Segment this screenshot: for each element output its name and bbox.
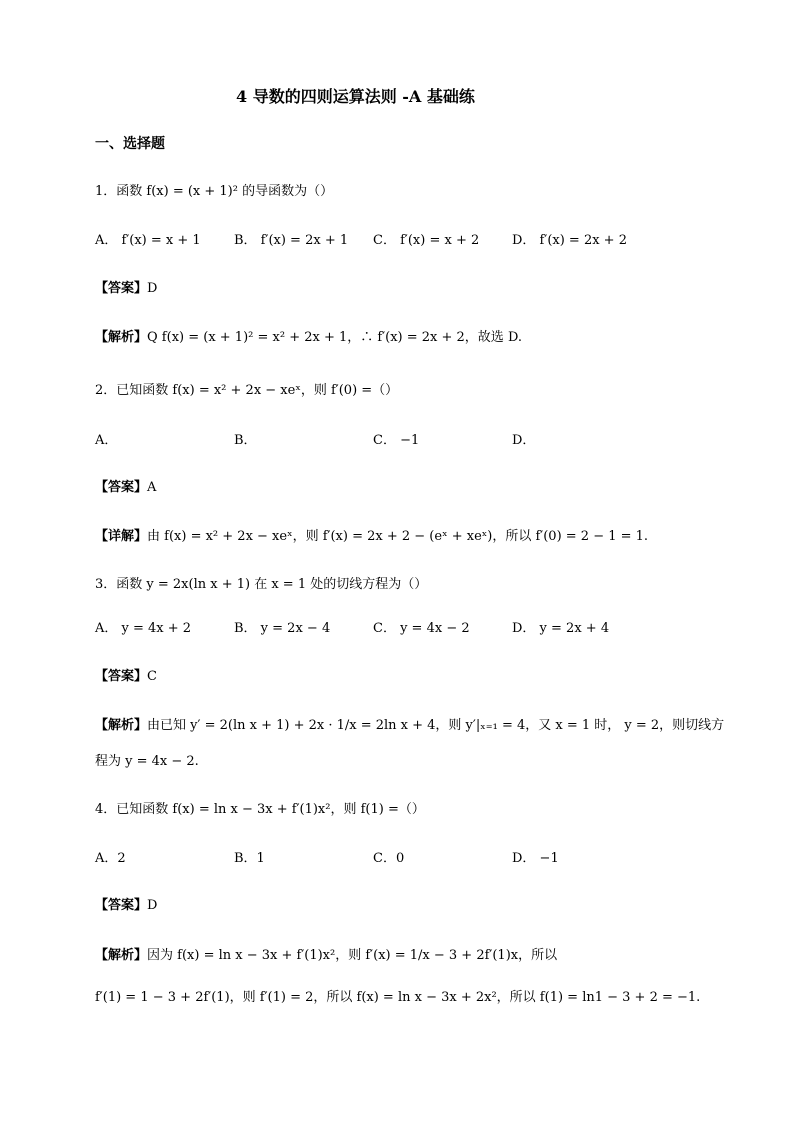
q3-option-d: D． y = 2x + 4 xyxy=(512,621,610,636)
q3-option-c: C． y = 4x − 2 xyxy=(373,621,470,636)
q4-option-c: C．0 xyxy=(373,851,405,866)
analysis-text: 由已知 y′ = 2(ln x + 1) + 2x · 1/x = 2ln x + 4，则 y′|ₓ₌₁ = 4，又 x = 1 时， y = 2，则切线方 xyxy=(147,718,725,733)
q4-answer xyxy=(95,894,157,913)
question-1-stem: 1．函数 f(x) = (x + 1)² 的导函数为（） xyxy=(95,184,334,199)
analysis-tag: 【解析】 xyxy=(95,330,148,345)
section-heading: 一、选择题 xyxy=(95,136,165,152)
question-4-stem: 4．已知函数 f(x) = ln x − 3x + f′(1)x²，则 f(1) =（） xyxy=(95,802,425,817)
q2-analysis xyxy=(95,525,648,544)
q4-analysis-line-2: f′(1) = 1 − 3 + 2f′(1)，则 f′(1) = 2，所以 f(x) = ln x − 3x + 2x²，所以 f(1) = ln1 − 3 + 2 = −1. xyxy=(95,990,701,1005)
analysis-text: 因为 f(x) = ln x − 3x + f′(1)x²，则 f′(x) = 1/x − 3 + 2f′(1)x，所以 xyxy=(147,948,558,963)
q1-answer xyxy=(95,277,157,296)
q1-analysis xyxy=(95,326,522,345)
q3-analysis-line-2: 程为 y = 4x − 2. xyxy=(95,754,199,769)
q4-analysis-line-1 xyxy=(95,944,557,963)
answer-tag: 【答案】 xyxy=(95,898,148,913)
analysis-tag: 【详解】 xyxy=(95,529,148,544)
question-2-stem: 2．已知函数 f(x) = x² + 2x − xeˣ，则 f′(0) =（） xyxy=(95,383,399,398)
q3-analysis-line-1 xyxy=(95,714,724,733)
q1-option-b: B． f′(x) = 2x + 1 xyxy=(234,233,349,248)
analysis-text: 由 f(x) = x² + 2x − xeˣ，则 f′(x) = 2x + 2 − (eˣ + xeˣ)，所以 f′(0) = 2 − 1 = 1. xyxy=(147,529,649,544)
q2-answer xyxy=(95,476,156,495)
q3-answer xyxy=(95,665,157,684)
answer-value: D xyxy=(147,281,158,296)
q4-option-b: B．1 xyxy=(234,851,265,866)
q2-option-a: A． xyxy=(95,433,118,448)
q3-option-a: A． y = 4x + 2 xyxy=(95,621,192,636)
q1-option-a: A． f′(x) = x + 1 xyxy=(95,233,201,248)
q2-option-b: B． xyxy=(234,433,257,448)
answer-value: C xyxy=(147,669,157,684)
answer-tag: 【答案】 xyxy=(95,281,148,296)
q2-option-d: D． xyxy=(512,433,536,448)
q4-option-d: D． −1 xyxy=(512,851,559,866)
q4-option-a: A．2 xyxy=(95,851,126,866)
analysis-tag: 【解析】 xyxy=(95,948,148,963)
analysis-tag: 【解析】 xyxy=(95,718,148,733)
answer-value: D xyxy=(147,898,158,913)
analysis-text: Q f(x) = (x + 1)² = x² + 2x + 1，∴ f′(x) = 2x + 2，故选 D. xyxy=(147,330,523,345)
answer-tag: 【答案】 xyxy=(95,669,148,684)
q2-option-c: C． −1 xyxy=(373,433,420,448)
answer-value: A xyxy=(147,480,157,495)
question-3-stem: 3．函数 y = 2x(ln x + 1) 在 x = 1 处的切线方程为（） xyxy=(95,577,428,592)
q1-option-c: C． f′(x) = x + 2 xyxy=(373,233,480,248)
q1-option-d: D． f′(x) = 2x + 2 xyxy=(512,233,627,248)
answer-tag: 【答案】 xyxy=(95,480,148,495)
q3-option-b: B． y = 2x − 4 xyxy=(234,621,331,636)
page-title: 4 导数的四则运算法则 -A 基础练 xyxy=(236,87,475,106)
